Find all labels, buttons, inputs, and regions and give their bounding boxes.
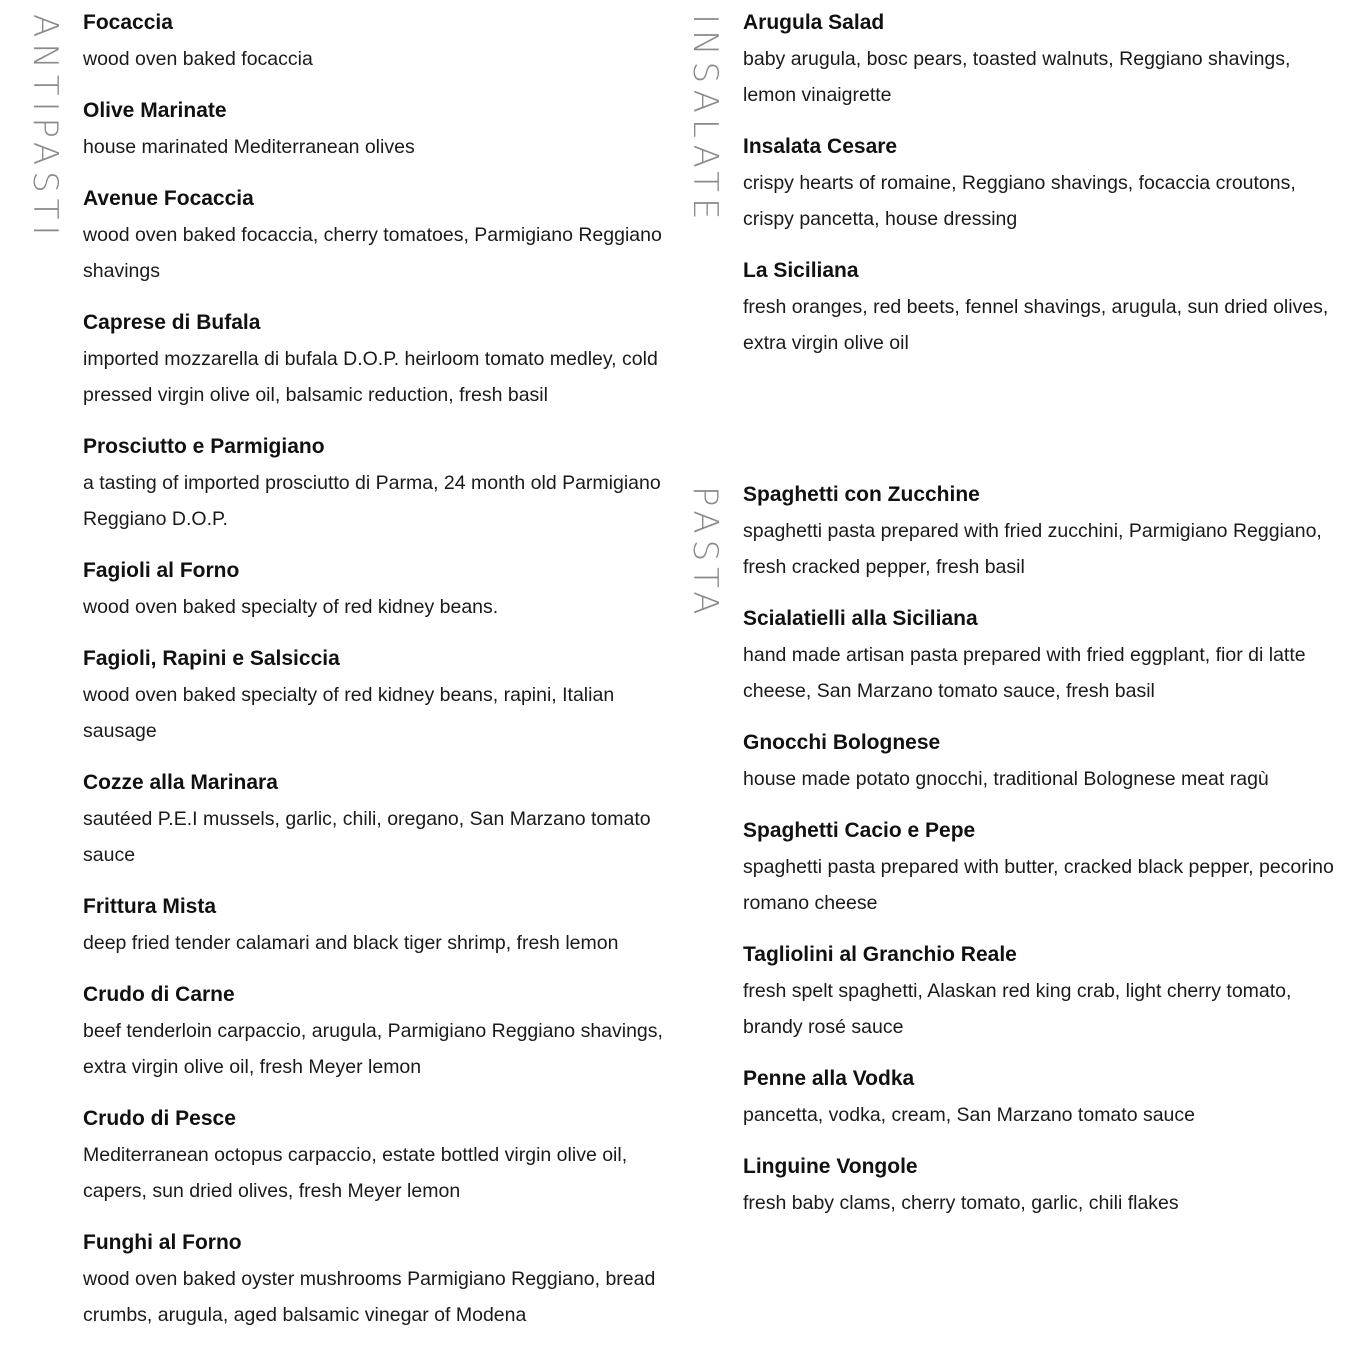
item-name: Cozze alla Marinara — [83, 771, 278, 794]
insalate-heading: INSALATE — [685, 14, 725, 226]
item-name: Avenue Focaccia — [83, 187, 254, 210]
item-description: house made potato gnocchi, traditional Bolognese meat ragù — [743, 768, 1269, 790]
item-name: Crudo di Pesce — [83, 1107, 236, 1130]
menu-item — [743, 477, 1343, 585]
item-description: wood oven baked oyster mushrooms Parmigiano Reggiano, bread crumbs, arugula, aged balsamic vinegar of Modena — [83, 1268, 656, 1326]
item-name: Spaghetti Cacio e Pepe — [743, 819, 976, 842]
item-name: Penne alla Vodka — [743, 1067, 915, 1090]
menu-item — [743, 129, 1343, 237]
item-description: wood oven baked focaccia — [83, 48, 313, 70]
item-name: Spaghetti con Zucchine — [743, 483, 980, 506]
menu-item — [83, 1225, 683, 1333]
item-description: fresh spelt spaghetti, Alaskan red king crab, light cherry tomato, brandy rosé sauce — [743, 980, 1292, 1038]
item-description: wood oven baked specialty of red kidney beans, rapini, Italian sausage — [83, 684, 615, 742]
item-name: Frittura Mista — [83, 895, 217, 918]
item-name: Tagliolini al Granchio Reale — [743, 943, 1017, 966]
item-description: fresh baby clams, cherry tomato, garlic, chili flakes — [743, 1192, 1179, 1214]
item-name: Scialatielli alla Siciliana — [743, 607, 978, 630]
item-name: La Siciliana — [743, 259, 859, 282]
menu-item — [83, 181, 683, 289]
item-name: Focaccia — [83, 11, 173, 34]
item-description: sautéed P.E.I mussels, garlic, chili, oregano, San Marzano tomato sauce — [83, 808, 651, 866]
item-name: Prosciutto e Parmigiano — [83, 435, 325, 458]
item-name: Insalata Cesare — [743, 135, 898, 158]
item-description: a tasting of imported prosciutto di Parma, 24 month old Parmigiano Reggiano D.O.P. — [83, 472, 661, 530]
menu-item — [83, 5, 683, 77]
item-description: spaghetti pasta prepared with fried zucchini, Parmigiano Reggiano, fresh cracked pepper, fresh basil — [743, 520, 1322, 578]
antipasti-list — [83, 5, 683, 1349]
antipasti-heading: ANTIPASTI — [25, 14, 65, 242]
menu-item — [83, 305, 683, 413]
item-name: Gnocchi Bolognese — [743, 731, 941, 754]
item-description: spaghetti pasta prepared with butter, cracked black pepper, pecorino romano cheese — [743, 856, 1334, 914]
item-description: Mediterranean octopus carpaccio, estate bottled virgin olive oil, capers, sun dried olives, fresh Meyer lemon — [83, 1144, 628, 1202]
item-name: Olive Marinate — [83, 99, 227, 122]
menu-item — [743, 1061, 1343, 1133]
menu-item — [743, 601, 1343, 709]
menu-item — [83, 553, 683, 625]
item-name: Crudo di Carne — [83, 983, 235, 1006]
item-description: hand made artisan pasta prepared with fried eggplant, fior di latte cheese, San Marzano tomato sauce, fresh basil — [743, 644, 1306, 702]
pasta-list — [743, 477, 1343, 1237]
item-description: baby arugula, bosc pears, toasted walnuts, Reggiano shavings, lemon vinaigrette — [743, 48, 1291, 106]
menu-item — [743, 813, 1343, 921]
item-description: pancetta, vodka, cream, San Marzano tomato sauce — [743, 1104, 1195, 1126]
item-name: Fagioli, Rapini e Salsiccia — [83, 647, 340, 670]
item-description: beef tenderloin carpaccio, arugula, Parmigiano Reggiano shavings, extra virgin olive oil, fresh Meyer lemon — [83, 1020, 663, 1078]
item-description: crispy hearts of romaine, Reggiano shavings, focaccia croutons, crispy pancetta, house dressing — [743, 172, 1296, 230]
item-name: Funghi al Forno — [83, 1231, 242, 1254]
item-name: Caprese di Bufala — [83, 311, 261, 334]
menu-item — [743, 253, 1343, 361]
pasta-heading: PASTA — [685, 486, 725, 621]
menu-item — [743, 725, 1343, 797]
item-description: fresh oranges, red beets, fennel shavings, arugula, sun dried olives, extra virgin olive oil — [743, 296, 1329, 354]
menu-item — [83, 889, 683, 961]
item-name: Linguine Vongole — [743, 1155, 918, 1178]
insalate-list — [743, 5, 1343, 377]
menu-item — [83, 1101, 683, 1209]
item-name: Fagioli al Forno — [83, 559, 240, 582]
item-description: wood oven baked focaccia, cherry tomatoes, Parmigiano Reggiano shavings — [83, 224, 662, 282]
menu-item — [83, 765, 683, 873]
menu-item — [83, 429, 683, 537]
item-description: wood oven baked specialty of red kidney beans. — [83, 596, 499, 618]
menu-item — [743, 5, 1343, 113]
menu-item — [743, 1149, 1343, 1221]
menu-item — [743, 937, 1343, 1045]
item-description: imported mozzarella di bufala D.O.P. heirloom tomato medley, cold pressed virgin olive oil, balsamic reduction, fresh basil — [83, 348, 658, 406]
menu-item — [83, 641, 683, 749]
item-name: Arugula Salad — [743, 11, 885, 34]
menu-item — [83, 977, 683, 1085]
item-description: house marinated Mediterranean olives — [83, 136, 415, 158]
menu-item — [83, 93, 683, 165]
item-description: deep fried tender calamari and black tiger shrimp, fresh lemon — [83, 932, 619, 954]
